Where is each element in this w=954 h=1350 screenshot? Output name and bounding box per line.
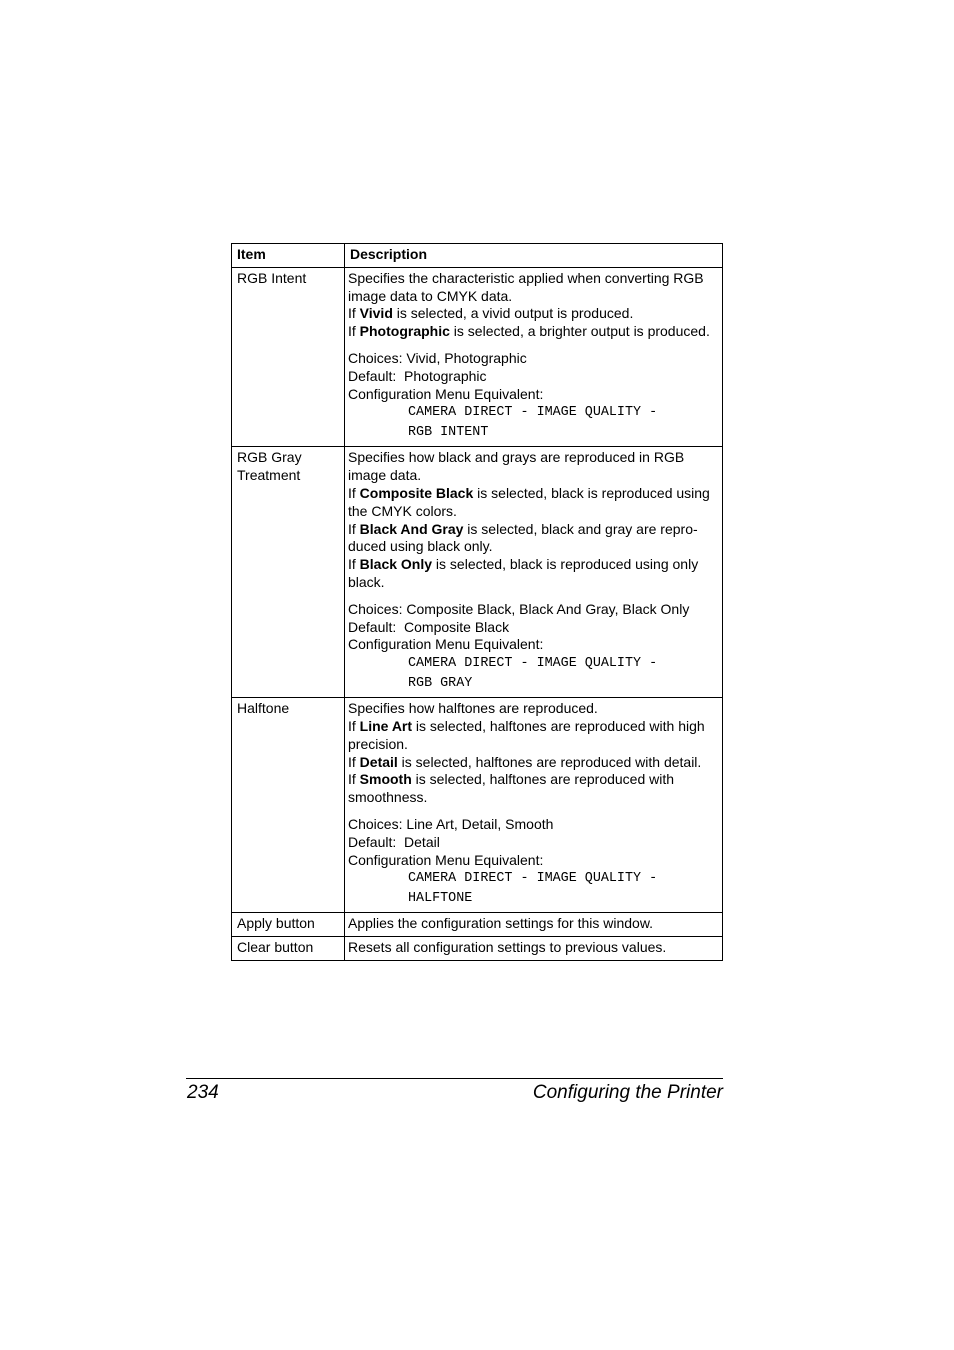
default-line: Default: Detail (348, 833, 440, 850)
description-cell (345, 267, 723, 447)
description-line: If Detail is selected, halftones are reproduced with detail. (348, 753, 702, 770)
config-label: Configuration Menu Equivalent: (348, 385, 544, 402)
item-cell: Halftone (232, 698, 345, 913)
config-label: Configuration Menu Equivalent: (348, 851, 544, 868)
config-path-line: CAMERA DIRECT - IMAGE QUALITY - (408, 871, 658, 887)
default-line: Default: Photographic (348, 367, 487, 384)
table-row (232, 447, 723, 698)
description-line: If Black And Gray is selected, black and gray are repro-duced using black only. (348, 520, 698, 555)
config-path-line: RGB INTENT (408, 425, 489, 441)
config-path-line: RGB GRAY (408, 676, 473, 692)
column-header-description: Description (345, 244, 723, 268)
description-line: If Black Only is selected, black is reproduced using only black. (348, 556, 699, 590)
table-row (232, 267, 723, 447)
option-name: Smooth (359, 771, 412, 788)
item-cell: RGB Intent (232, 267, 345, 447)
description-line: Specifies the characteristic applied when converting RGB image data to CMYK data. (348, 269, 704, 304)
option-name: Vivid (359, 305, 393, 322)
chapter-title: Configuring the Printer (532, 1082, 723, 1103)
option-name: Line Art (359, 717, 413, 734)
option-name: Black And Gray (359, 520, 464, 537)
item-cell: Clear button (232, 937, 345, 961)
table-row (232, 698, 723, 913)
page-number: 234 (187, 1082, 219, 1103)
option-name: Photographic (359, 323, 450, 340)
description-line: If Line Art is selected, halftones are reproduced with high precision. (348, 717, 705, 752)
settings-table (231, 243, 723, 961)
config-label: Configuration Menu Equivalent: (348, 636, 544, 653)
description-cell: Resets all configuration settings to previous values. (345, 937, 723, 961)
choices-line: Choices: Composite Black, Black And Gray, Black Only (348, 600, 690, 617)
footer-divider (186, 1078, 723, 1079)
description-cell (345, 447, 723, 698)
choices-line: Choices: Line Art, Detail, Smooth (348, 815, 554, 832)
option-name: Black Only (359, 556, 433, 573)
config-path-line: CAMERA DIRECT - IMAGE QUALITY - (408, 656, 658, 672)
table-row (232, 913, 723, 937)
description-cell (345, 698, 723, 913)
option-name: Composite Black (359, 484, 474, 501)
table-row (232, 937, 723, 961)
choices-line: Choices: Vivid, Photographic (348, 349, 527, 366)
description-line: If Photographic is selected, a brighter output is produced. (348, 323, 710, 340)
item-cell: Apply button (232, 913, 345, 937)
description-line: If Smooth is selected, halftones are reproduced with smoothness. (348, 771, 675, 806)
item-cell: RGB Gray Treatment (232, 447, 345, 698)
description-line: Specifies how black and grays are reproduced in RGB image data. (348, 449, 685, 484)
description-line: Specifies how halftones are reproduced. (348, 700, 598, 717)
config-path-line: HALFTONE (408, 891, 473, 907)
description-line: If Vivid is selected, a vivid output is produced. (348, 305, 634, 322)
table-header-row (232, 244, 723, 268)
config-path-line: CAMERA DIRECT - IMAGE QUALITY - (408, 405, 658, 421)
default-line: Default: Composite Black (348, 618, 510, 635)
option-name: Detail (359, 753, 398, 770)
description-cell: Applies the configuration settings for this window. (345, 913, 723, 937)
description-line: If Composite Black is selected, black is reproduced using the CMYK colors. (348, 484, 710, 519)
column-header-item: Item (232, 244, 345, 268)
